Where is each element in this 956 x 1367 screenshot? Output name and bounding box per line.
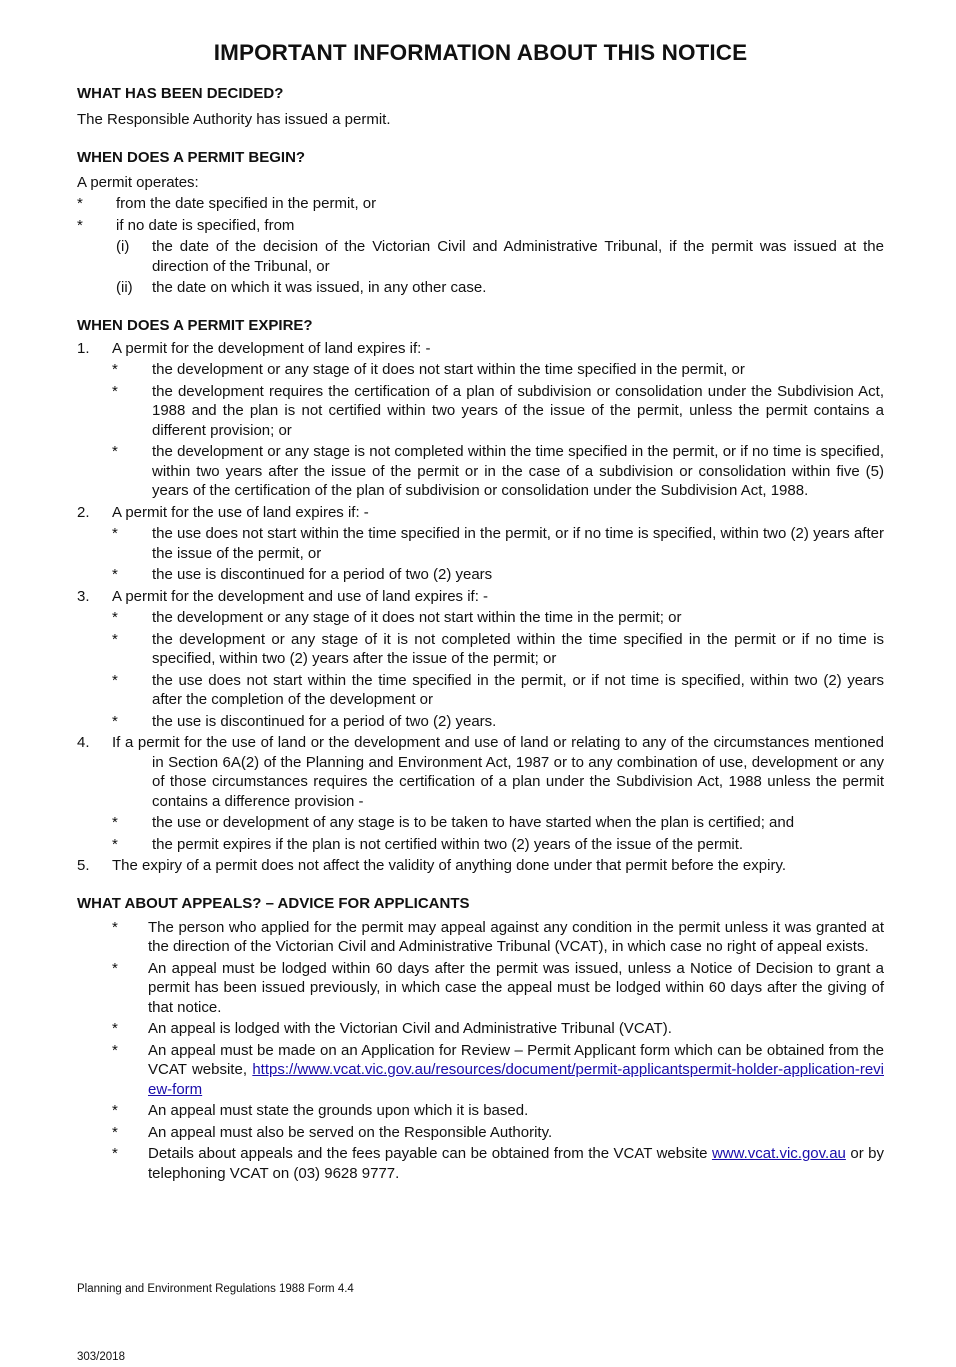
vcat-form-link[interactable]: https://www.vcat.vic.gov.au/resources/document/permit-applicantspermit-holder-application-review-form: [148, 1061, 884, 1098]
numbered-item-text: A permit for the use of land expires if: -: [112, 503, 369, 521]
bullet-mark: *: [112, 918, 118, 936]
item-number: 1.: [77, 339, 90, 357]
list-item: [77, 1019, 884, 1039]
bullet-mark: *: [112, 835, 118, 853]
numbered-item: [77, 587, 884, 607]
section-heading: WHAT HAS BEEN DECIDED?: [77, 85, 284, 102]
vcat-website-link[interactable]: www.vcat.vic.gov.au: [711, 1145, 846, 1162]
list-item-text: An appeal is lodged with the Victorian Civil and Administrative Tribunal (VCAT).: [148, 1020, 672, 1037]
list-item: [77, 1041, 884, 1100]
list-item-text: An appeal must be lodged within 60 days after the permit was issued, unless a Notice of Decision to grant a permit has been issued previously, in which case the appeal must be lodged within 60 days after the giving of that notice.: [148, 959, 884, 1016]
sub-list-item: [77, 524, 884, 563]
sub-list-item-text: the use is discontinued for a period of two (2) years.: [152, 712, 497, 730]
bullet-mark: *: [112, 443, 118, 460]
roman-mark: (i): [116, 238, 130, 255]
sub-list-item-text: the permit expires if the plan is not certified within two (2) years of the issue of the permit.: [152, 835, 744, 853]
item-number: 3.: [77, 587, 90, 605]
list-item-text: An appeal must also be served on the Responsible Authority.: [148, 1123, 553, 1141]
decided-text: The Responsible Authority has issued a permit.: [77, 111, 391, 128]
section-expire: [77, 316, 884, 876]
appeal-form-text: An appeal must be made on an Application for Review – Permit Applicant form which can be obtained from the VCAT website,: [148, 1041, 884, 1078]
sub-list-item-text: the use is discontinued for a period of two (2) years: [152, 566, 493, 583]
list-item-text: The person who applied for the permit may appeal against any condition in the permit unless it was granted at the direction of the Victorian Civil and Administrative Tribunal (VCAT), in which case no right of appeal exists.: [148, 918, 884, 955]
appeal-phone-text: or by telephoning VCAT on (03) 9628 9777.: [148, 1145, 885, 1182]
bullet-mark: *: [112, 959, 118, 977]
list-item: [77, 216, 884, 236]
list-item-text: from the date specified in the permit, or: [116, 195, 377, 212]
form-reference: Planning and Environment Regulations 1988 Form 4.4: [77, 1283, 354, 1295]
sub-list-item-text: the date on which it was issued, in any other case.: [152, 279, 487, 296]
sub-list-item: [77, 278, 884, 298]
bullet-mark: *: [112, 361, 118, 378]
item-number: 2.: [77, 503, 90, 521]
list-item: [77, 1101, 884, 1121]
item-number: 5.: [77, 857, 90, 874]
numbered-item-text: The expiry of a permit does not affect the validity of anything done under that permit before the expiry.: [112, 857, 786, 874]
bullet-mark: *: [112, 609, 118, 626]
sub-list-item: [77, 237, 884, 276]
section-heading: WHEN DOES A PERMIT BEGIN?: [77, 148, 306, 166]
list-item-text: if no date is specified, from: [116, 216, 295, 234]
sub-list-item-text: the development or any stage of it is not completed within the time specified in the permit or if no time is specified, within two (2) years after the issue of the permit; or: [152, 630, 884, 667]
sub-list-item: [77, 835, 884, 855]
section-begin: [77, 148, 884, 298]
sub-list-item: [77, 712, 884, 732]
bullet-mark: *: [112, 1145, 118, 1162]
numbered-item-text: A permit for the development and use of land expires if: -: [112, 587, 489, 605]
bullet-mark: *: [112, 671, 118, 689]
sub-list-item: [77, 671, 884, 710]
list-item: [77, 918, 884, 957]
appeal-details-text: Details about appeals and the fees payable can be obtained from the VCAT website: [148, 1145, 708, 1162]
section-heading: WHAT ABOUT APPEALS? – ADVICE FOR APPLICANTS: [77, 894, 470, 912]
sub-list-item-text: the development requires the certification of a plan of subdivision or consolidation under the Subdivision Act, 1988 and the plan is not certified within two years of the issue of the permit, unless the permit contains a different provision; or: [152, 382, 884, 439]
sub-list-item: [77, 360, 884, 380]
bullet-mark: *: [112, 382, 118, 400]
sub-list-item: [77, 630, 884, 669]
bullet-mark: *: [112, 1020, 118, 1037]
begin-intro: A permit operates:: [77, 173, 199, 191]
section-decided: [77, 84, 884, 130]
section-appeals: [77, 894, 884, 1184]
bullet-mark: *: [112, 712, 118, 730]
sub-list-item: [77, 442, 884, 501]
bullet-mark: *: [77, 216, 83, 234]
sub-list-item-text: the development or any stage of it does not start within the time in the permit; or: [152, 609, 682, 626]
page-title: IMPORTANT INFORMATION ABOUT THIS NOTICE: [213, 40, 748, 65]
bullet-mark: *: [77, 195, 83, 212]
bullet-mark: *: [112, 1102, 118, 1119]
bullet-mark: *: [112, 814, 118, 831]
bullet-mark: *: [112, 566, 118, 583]
section-heading: WHEN DOES A PERMIT EXPIRE?: [77, 316, 313, 334]
numbered-item: [77, 339, 884, 359]
bullet-mark: *: [112, 1041, 118, 1059]
numbered-item: [77, 503, 884, 523]
list-item-text: [148, 1144, 884, 1183]
numbered-item: [77, 733, 884, 811]
item-number: 4.: [77, 734, 90, 751]
sub-list-item: [77, 608, 884, 628]
sub-list-item-text: the use does not start within the time specified in the permit, or if not time is specified, within two (2) years after the completion of the development or: [152, 671, 884, 708]
sub-list-item: [77, 382, 884, 441]
sub-list-item-text: the date of the decision of the Victorian Civil and Administrative Tribunal, if the permit was issued at the direction of the Tribunal, or: [152, 238, 884, 275]
sub-list-item-text: the use or development of any stage is to be taken to have started when the plan is certified; and: [152, 814, 795, 831]
list-item: [77, 194, 884, 214]
list-item: [77, 1123, 884, 1143]
document-code: 303/2018: [77, 1351, 125, 1363]
bullet-mark: *: [112, 1123, 118, 1141]
numbered-item-text: A permit for the development of land expires if: -: [112, 339, 431, 357]
bullet-mark: *: [112, 630, 118, 648]
roman-mark: (ii): [116, 279, 133, 296]
bullet-mark: *: [112, 525, 118, 542]
sub-list-item-text: the use does not start within the time specified in the permit, or if no time is specified, within two (2) years after the issue of the permit, or: [152, 525, 884, 562]
notice-content: [77, 40, 884, 1201]
sub-list-item-text: the development or any stage is not completed within the time specified in the permit, or if no time is specified, within two years after the issue of the permit or in the case of a subdivision or consolidation within five (5) years of the certification of the plan of subdivision or consolidation under the Subdivision Act, 1988.: [152, 443, 884, 499]
sub-list-item: [77, 565, 884, 585]
list-item: [77, 959, 884, 1018]
sub-list-item: [77, 813, 884, 833]
list-item-text: An appeal must state the grounds upon which it is based.: [148, 1102, 529, 1119]
numbered-item: [77, 856, 884, 876]
numbered-item-text: If a permit for the use of land or the development and use of land or relating to any of the circumstances mentioned in Section 6A(2) of the Planning and Environment Act, 1987 or to any combination of use, development or any of those circumstances requires the certification of a plan under the Subdivision Act, 1988 unless the permit contains a difference provision -: [112, 734, 884, 810]
list-item-text: [148, 1041, 884, 1100]
list-item: [77, 1144, 884, 1183]
sub-list-item-text: the development or any stage of it does not start within the time specified in the permit, or: [152, 361, 745, 378]
